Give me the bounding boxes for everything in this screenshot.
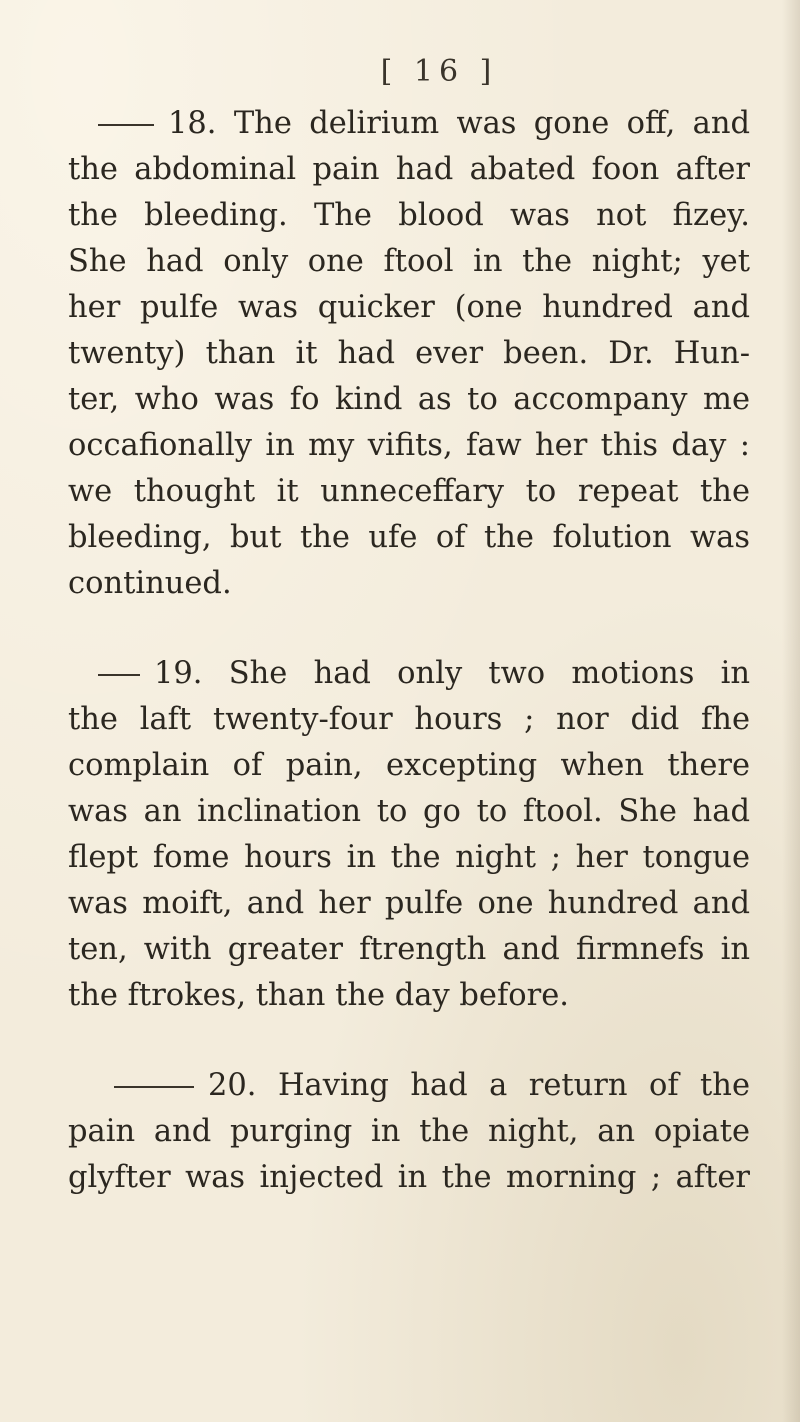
text-line: was moift, and her pulfe one hundred and: [68, 886, 750, 921]
text-line: complain of pain, excepting when there: [68, 748, 750, 783]
text-line: the abdominal pain had abated foon after: [68, 152, 750, 187]
page-edge-shadow: [782, 0, 800, 1422]
em-dash-rule: [98, 674, 140, 676]
text-line: pain and purging in the night, an opiate: [68, 1114, 750, 1149]
text-line: bleeding, but the ufe of the folution was: [68, 520, 750, 555]
text-line: occafionally in my vifits, faw her this day :: [68, 428, 750, 463]
text-line: glyfter was injected in the morning ; after: [68, 1160, 750, 1195]
text-line: ter, who was fo kind as to accompany me: [68, 382, 750, 417]
text-line: continued.: [68, 566, 232, 601]
text-line: the bleeding. The blood was not fizey.: [68, 198, 750, 233]
entry-day-18: [68, 101, 750, 607]
text-line: 20. Having had a return of the: [68, 1063, 750, 1109]
text-line: the laft twenty-four hours ; nor did fhe: [68, 702, 750, 737]
em-dash-rule: [98, 124, 154, 126]
em-dash-rule: [114, 1086, 194, 1088]
text-line: flept fome hours in the night ; her tongue: [68, 840, 750, 875]
text-line: twenty) than it had ever been. Dr. Hun-: [68, 336, 750, 371]
text-line: her pulfe was quicker (one hundred and: [68, 290, 750, 325]
text-line: 18. The delirium was gone off, and: [68, 101, 750, 147]
text-line: we thought it unneceffary to repeat the: [68, 474, 750, 509]
text-line: was an inclination to go to ftool. She had: [68, 794, 750, 829]
text-line: She had only one ftool in the night; yet: [68, 244, 750, 279]
page-number: [ 16 ]: [380, 54, 498, 89]
text-line: the ftrokes, than the day before.: [68, 978, 569, 1013]
text-line: 19. She had only two motions in: [68, 651, 750, 697]
entry-day-19: [68, 651, 750, 1019]
text-line: ten, with greater ftrength and firmnefs in: [68, 932, 750, 967]
entry-day-20: [68, 1063, 750, 1201]
